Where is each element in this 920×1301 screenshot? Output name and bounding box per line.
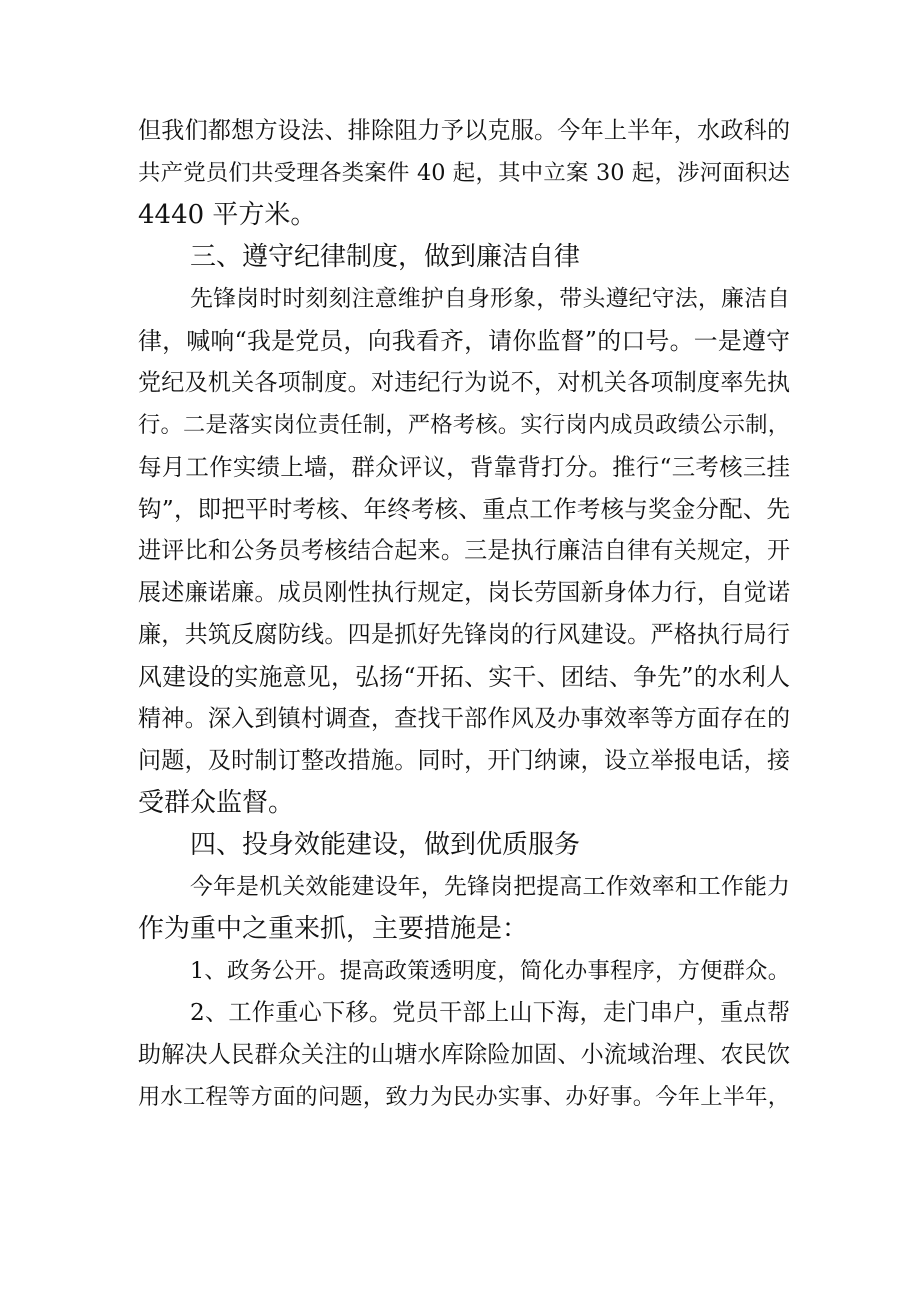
text-line: 今年是机关效能建设年，先锋岗把提高工作效率和工作能力 — [190, 874, 790, 900]
text-line: 助解决人民群众关注的山塘水库除险加固、小流域治理、农民饮 — [138, 1042, 790, 1068]
list-item-1: 1、政务公开。提高政策透明度，简化办事程序，方便群众。 — [190, 958, 790, 984]
document-page — [138, 110, 790, 1118]
text-line: 行。二是落实岗位责任制，严格考核。实行岗内成员政绩公示制， — [138, 412, 790, 438]
text-line: 问题，及时制订整改措施。同时，开门纳谏，设立举报电话，接 — [138, 748, 790, 774]
text-line: 每月工作实绩上墙，群众评议，背靠背打分。推行“三考核三挂 — [138, 453, 790, 481]
text-line: 4440 平方米。 — [138, 200, 317, 230]
list-item-2: 2、工作重心下移。党员干部上山下海，走门串户，重点帮 — [190, 999, 790, 1026]
text-line: 精神。深入到镇村调查，查找干部作风及办事效率等方面存在的 — [138, 706, 790, 732]
text-line: 进评比和公务员考核结合起来。三是执行廉洁自律有关规定，开 — [138, 538, 790, 564]
text-line: 风建设的实施意见，弘扬“开拓、实干、团结、争先”的水利人 — [138, 663, 790, 691]
text-line: 但我们都想方设法、排除阻力予以克服。今年上半年，水政科的 — [138, 118, 790, 144]
text-line: 党纪及机关各项制度。对违纪行为说不，对机关各项制度率先执 — [138, 370, 790, 396]
text-line: 共产党员们共受理各类案件 40 起，其中立案 30 起，涉河面积达 — [138, 160, 790, 186]
text-line: 先锋岗时时刻刻注意维护自身形象，带头遵纪守法，廉洁自 — [190, 286, 790, 312]
text-line: 钩”，即把平时考核、年终考核、重点工作考核与奖金分配、先 — [138, 495, 790, 523]
section-heading-3: 三、遵守纪律制度，做到廉洁自律 — [190, 242, 581, 272]
text-line: 廉，共筑反腐防线。四是抓好先锋岗的行风建设。严格执行局行 — [138, 622, 790, 648]
text-line: 律，喊响“我是党员，向我看齐，请你监督”的口号。一是遵守 — [138, 327, 790, 355]
text-line: 用水工程等方面的问题，致力为民办实事、办好事。今年上半年， — [138, 1084, 790, 1110]
text-line: 作为重中之重来抓，主要措施是： — [138, 914, 529, 944]
text-line: 展述廉诺廉。成员刚性执行规定，岗长劳国新身体力行，自觉诺 — [138, 580, 790, 606]
text-line: 受群众监督。 — [138, 788, 295, 818]
section-heading-4: 四、投身效能建设，做到优质服务 — [190, 830, 581, 860]
